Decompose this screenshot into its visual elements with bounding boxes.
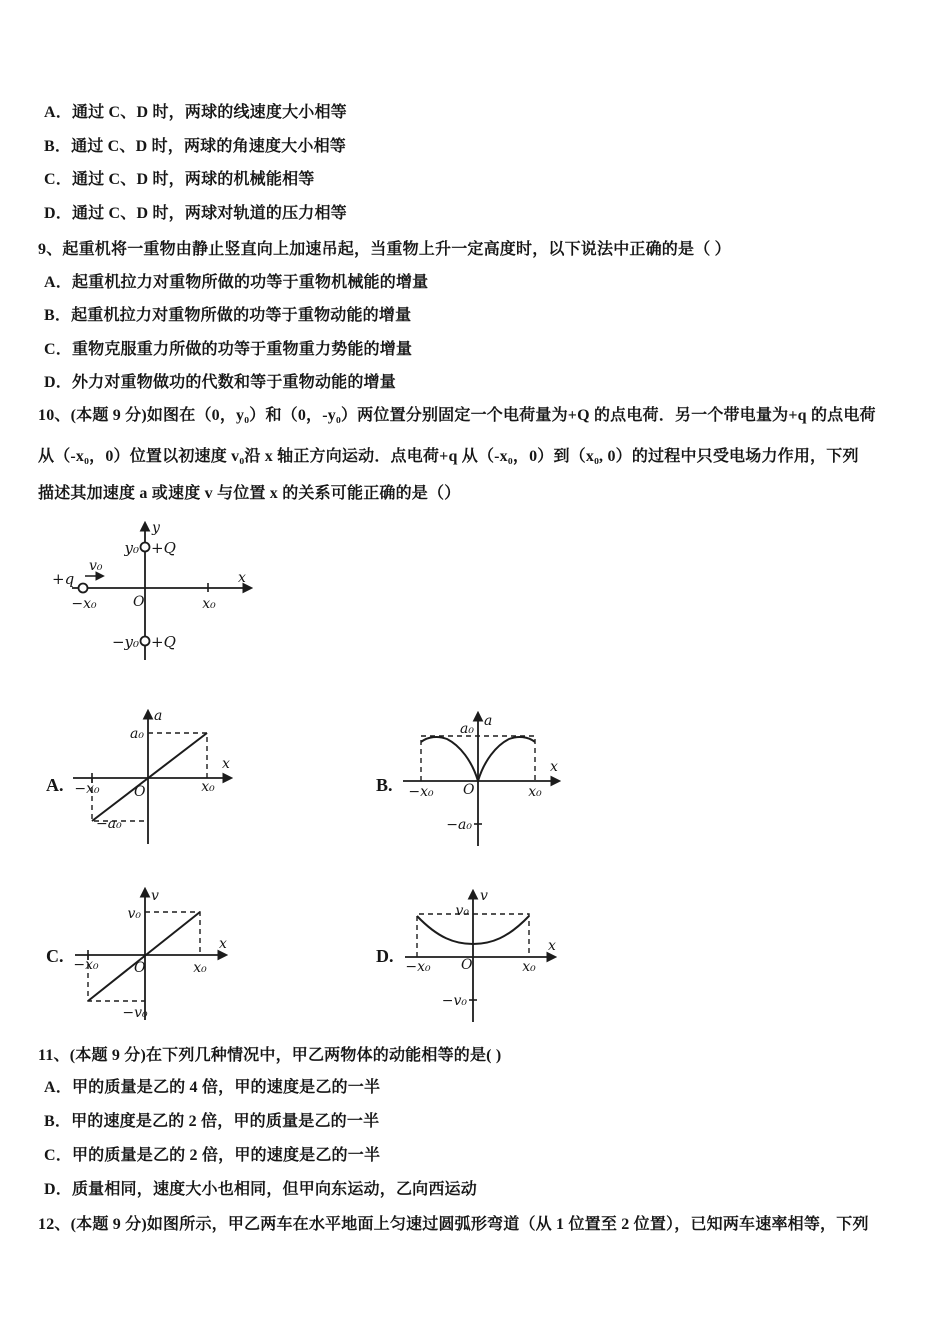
charge-field-diagram — [38, 514, 273, 669]
origin-label: O — [461, 957, 473, 973]
top-charge-icon — [141, 543, 150, 552]
origin-label: O — [134, 784, 146, 800]
q8-option-c: C．通过 C、D 时，两球的机械能相等 — [44, 171, 315, 188]
bottom-charge-label: +Q — [151, 633, 176, 651]
x0-label: x₀ — [528, 784, 542, 800]
bottom-charge-position-label: −y₀ — [111, 633, 139, 651]
ymax-label: a₀ — [130, 726, 144, 742]
q11-option-c: C．甲的质量是乙的 2 倍，甲的速度是乙的一半 — [44, 1147, 381, 1164]
ymax-label: a₀ — [460, 721, 474, 737]
q11-stem: 11、(本题 9 分)在下列几种情况中，甲乙两物体的动能相等的是( ) — [38, 1047, 502, 1064]
bottom-charge-icon — [141, 637, 150, 646]
x-axis-label: x — [550, 759, 558, 775]
neg-x0-label: −x₀ — [405, 959, 431, 975]
x-axis-label: x — [238, 570, 246, 586]
graph-option-d — [360, 870, 605, 1044]
graph-option-c — [30, 870, 275, 1044]
moving-charge-icon — [79, 584, 88, 593]
ymax-label: v₀ — [127, 906, 141, 922]
graph-b-letter: B. — [376, 775, 393, 795]
q9-option-b: B．起重机拉力对重物所做的功等于重物动能的增量 — [44, 307, 412, 324]
y-axis-label: v — [151, 888, 159, 904]
q11-option-d: D．质量相同，速度大小也相同，但甲向东运动，乙向西运动 — [44, 1181, 477, 1198]
data-line — [92, 733, 207, 821]
y-axis-label: v — [480, 888, 488, 904]
q9-option-d: D．外力对重物做功的代数和等于重物动能的增量 — [44, 374, 396, 391]
x0-label: x₀ — [202, 596, 216, 612]
moving-charge-label: +q — [52, 570, 75, 588]
ymin-label: −a₀ — [96, 816, 122, 832]
q11-option-a: A．甲的质量是乙的 4 倍，甲的速度是乙的一半 — [44, 1079, 381, 1096]
origin-label: O — [134, 960, 146, 976]
origin-label: O — [133, 594, 145, 610]
ymin-label: −v₀ — [122, 1005, 148, 1021]
graph-option-b — [360, 698, 605, 860]
ymin-label: −v₀ — [441, 993, 467, 1009]
graph-d-letter: D. — [376, 946, 394, 966]
q10-stem-line-2: 从（-x₀，0）位置以初速度 v₀沿 x 轴正方向运动．点电荷+q 从（-x₀，0）到（x₀, 0）的过程中只受电场力作用，下列 — [38, 448, 859, 465]
x-axis-label: x — [222, 756, 230, 772]
y-axis-label: y — [152, 520, 160, 536]
q8-option-d: D．通过 C、D 时，两球对轨道的压力相等 — [44, 205, 347, 222]
q12-stem: 12、(本题 9 分)如图所示，甲乙两车在水平地面上匀速过圆弧形弯道（从 1 位置至 2 位置），已知两车速率相等，下列 — [38, 1216, 869, 1233]
neg-x0-label: −x₀ — [74, 781, 100, 797]
ymax-label: v₀ — [455, 903, 469, 919]
graph-option-a — [30, 698, 275, 860]
origin-label: O — [463, 782, 475, 798]
q9-option-c: C．重物克服重力所做的功等于重物重力势能的增量 — [44, 341, 413, 358]
graph-c-letter: C. — [46, 946, 64, 966]
x-axis-label: x — [548, 938, 556, 954]
top-charge-position-label: y₀ — [124, 539, 139, 557]
q9-option-a: A．起重机拉力对重物所做的功等于重物机械能的增量 — [44, 274, 429, 291]
q8-option-a: A．通过 C、D 时，两球的线速度大小相等 — [44, 104, 347, 121]
neg-x0-label: −x₀ — [73, 957, 99, 973]
x0-label: x₀ — [193, 960, 207, 976]
top-charge-label: +Q — [151, 539, 176, 557]
neg-x0-label: −x₀ — [408, 784, 434, 800]
velocity-label: v₀ — [89, 558, 103, 574]
q9-stem: 9、起重机将一重物由静止竖直向上加速吊起，当重物上升一定高度时，以下说法中正确的是（ ） — [38, 241, 731, 258]
neg-x0-label: −x₀ — [71, 596, 97, 612]
q8-option-b: B．通过 C、D 时，两球的角速度大小相等 — [44, 138, 346, 155]
x0-label: x₀ — [522, 959, 536, 975]
data-line — [88, 912, 200, 1001]
x0-label: x₀ — [201, 779, 215, 795]
ymin-label: −a₀ — [446, 817, 472, 833]
q11-option-b: B．甲的速度是乙的 2 倍，甲的质量是乙的一半 — [44, 1113, 380, 1130]
y-axis-label: a — [484, 713, 493, 729]
y-axis-label: a — [154, 708, 163, 724]
q10-stem-line-1: 10、(本题 9 分)如图在（0，y₀）和（0，-y₀）两位置分别固定一个电荷量为+Q 的点电荷．另一个带电量为+q 的点电荷 — [38, 407, 876, 424]
q10-stem-line-3: 描述其加速度 a 或速度 v 与位置 x 的关系可能正确的是（） — [38, 485, 461, 502]
graph-a-letter: A. — [46, 775, 64, 795]
x-axis-label: x — [219, 936, 227, 952]
